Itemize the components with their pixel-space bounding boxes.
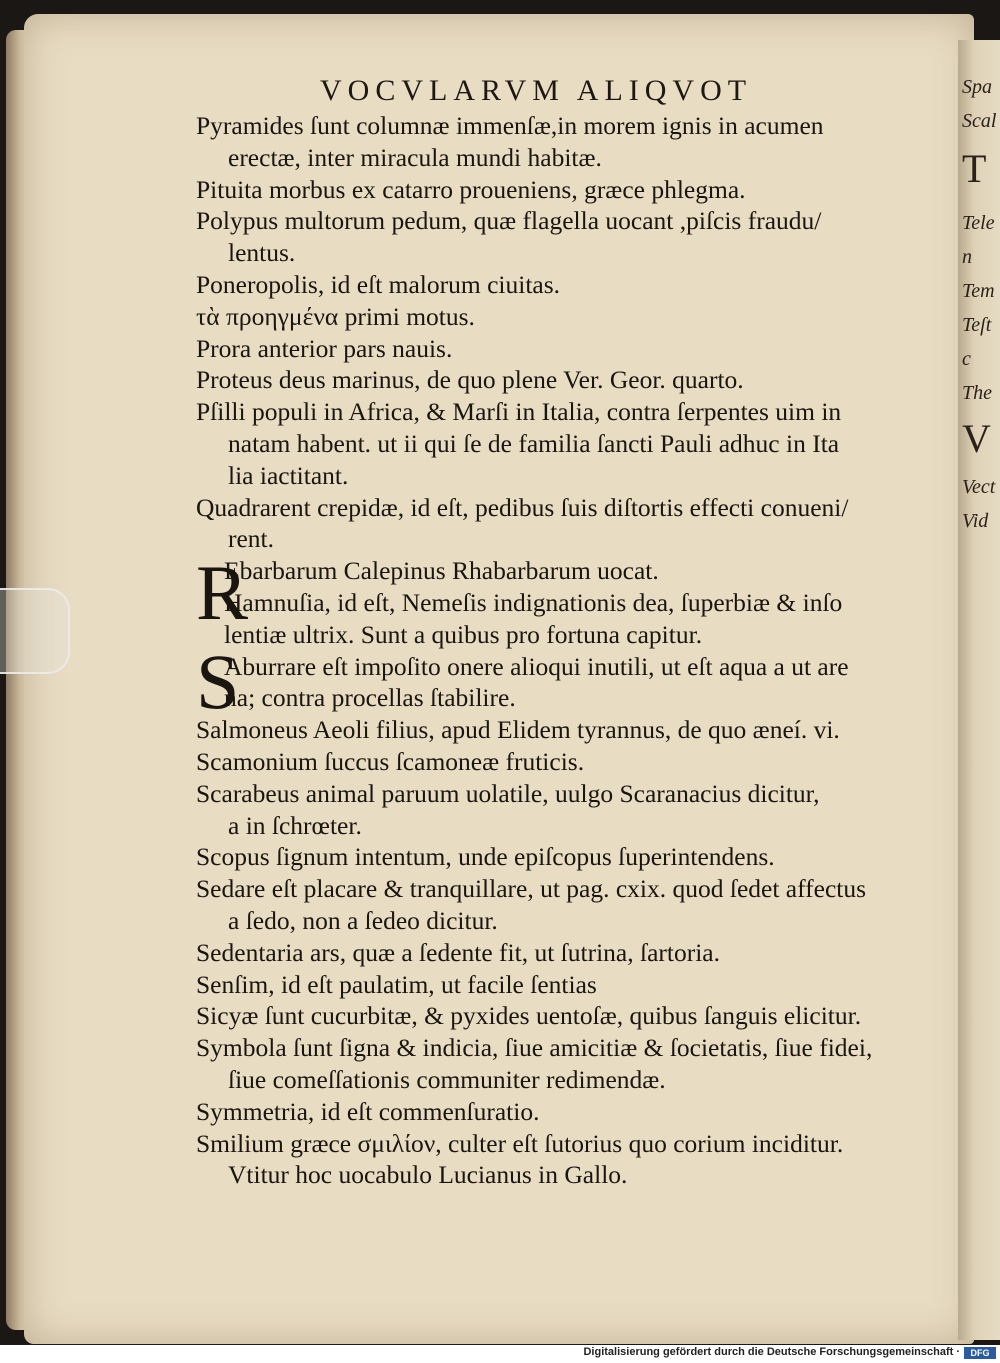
entry-line: Scarabeus animal paruum uolatile, uulgo Scaranacius dicitur, [196, 778, 820, 808]
entry-line: Prora anterior pars nauis. [196, 333, 453, 363]
entry-line: Polypus multorum pedum, quæ flagella uocant ,piſcis fraudu/ [196, 206, 822, 236]
entry-line: Aburrare eſt impoſito onere alioqui inutili, ut eſt aqua a ut are [224, 651, 849, 681]
running-header: VOCVLARVM ALIQVOT [320, 74, 753, 107]
entry-line: natam habent. ut ii qui ſe de familia ſancti Pauli adhuc in Ita [228, 428, 840, 458]
entry-line-greek: τὰ προηγμένα primi motus. [196, 301, 475, 331]
entry-line: Symmetria, id eſt commenſuratio. [196, 1096, 540, 1126]
entry-line: Salmoneus Aeoli filius, apud Elidem tyrannus, de quo æneí. vi. [196, 715, 840, 745]
entry-line: Pyramides ſunt columnæ immenſæ,in morem ignis in acumen [196, 111, 824, 140]
margin-note: The [962, 382, 992, 404]
margin-note: Vect [962, 476, 996, 498]
dropcap-s: S [196, 638, 240, 725]
entry-line: erectæ, inter miracula mundi habitæ. [228, 142, 602, 172]
entry-line: na; contra procellas ſtabilire. [224, 683, 516, 713]
entry-line: Sicyæ ſunt cucurbitæ, & pyxides uentoſæ, quibus ſanguis elicitur. [196, 1001, 862, 1031]
margin-note: Spa [962, 76, 992, 98]
margin-note: Teſt [962, 314, 992, 336]
entry-line: Senſim, id eſt paulatim, ut facile ſentias [196, 969, 597, 999]
entry-line: lentus. [228, 238, 296, 268]
dropcap-r: R [196, 549, 249, 636]
entry-line: Proteus deus marinus, de quo plene Ver. Geor. quarto. [196, 365, 744, 395]
margin-note: n [962, 246, 972, 268]
entry-line: Quadrarent crepidæ, id eſt, pedibus ſuis diſtortis effecti conueni/ [196, 492, 849, 522]
entry-line: ſiue comeſſationis communiter redimendæ. [228, 1064, 666, 1094]
entry-line: Poneropolis, id eſt malorum ciuitas. [196, 269, 561, 299]
margin-note: Scal [962, 110, 997, 132]
page-clip [0, 588, 70, 674]
entry-line: Vtitur hoc uocabulo Lucianus in Gallo. [228, 1160, 628, 1190]
entry-line: Hamnuſia, id eſt, Nemeſis indignationis dea, ſuperbiæ & inſo [224, 587, 843, 617]
margin-note: Tem [962, 280, 995, 302]
entry-line: Scamonium ſuccus ſcamoneæ fruticis. [196, 746, 585, 776]
entry-line: rent. [228, 524, 275, 554]
entry-line: a in ſchrœter. [228, 810, 362, 840]
entry-line: Pituita morbus ex catarro proueniens, græce phlegma. [196, 174, 746, 204]
entry-line: lentiæ ultrix. Sunt a quibus pro fortuna capitur. [224, 619, 703, 649]
funding-credit: Digitalisierung gefördert durch die Deutsche Forschungsgemeinschaft · [583, 1346, 960, 1358]
entry-line: Symbola ſunt ſigna & indicia, ſiue amicitiæ & ſocietatis, ſiue fidei, [196, 1033, 873, 1063]
margin-note: Tele [962, 212, 995, 234]
entry-line: Scopus ſignum intentum, unde epiſcopus ſuperintendens. [196, 842, 775, 872]
entry-line: Sedentaria ars, quæ a ſedente fit, ut ſutrina, ſartoria. [196, 937, 720, 967]
margin-note: V [962, 416, 991, 461]
footer-bar [0, 1345, 1000, 1363]
margin-note: Vid [962, 510, 989, 532]
facing-page-margin-text [962, 70, 1000, 538]
entry-line: Smilium græce σμιλίον, culter eſt ſutorius quo corium inciditur. [196, 1128, 844, 1158]
entry-line: a ſedo, non a ſedeo dicitur. [228, 905, 498, 935]
entry-line: Pſilli populi in Africa, & Marſi in Italia, contra ſerpentes uim in [196, 397, 842, 427]
margin-note: c [962, 348, 971, 370]
entry-line: Ebarbarum Calepinus Rhabarbarum uocat. [224, 556, 659, 586]
entry-line: lia iactitant. [228, 460, 349, 490]
dfg-logo: DFG [964, 1347, 996, 1359]
dictionary-text [196, 110, 916, 1191]
margin-note: T [962, 146, 987, 191]
entry-line: Sedare eſt placare & tranquillare, ut pag. cxix. quod ſedet affectus [196, 874, 867, 904]
